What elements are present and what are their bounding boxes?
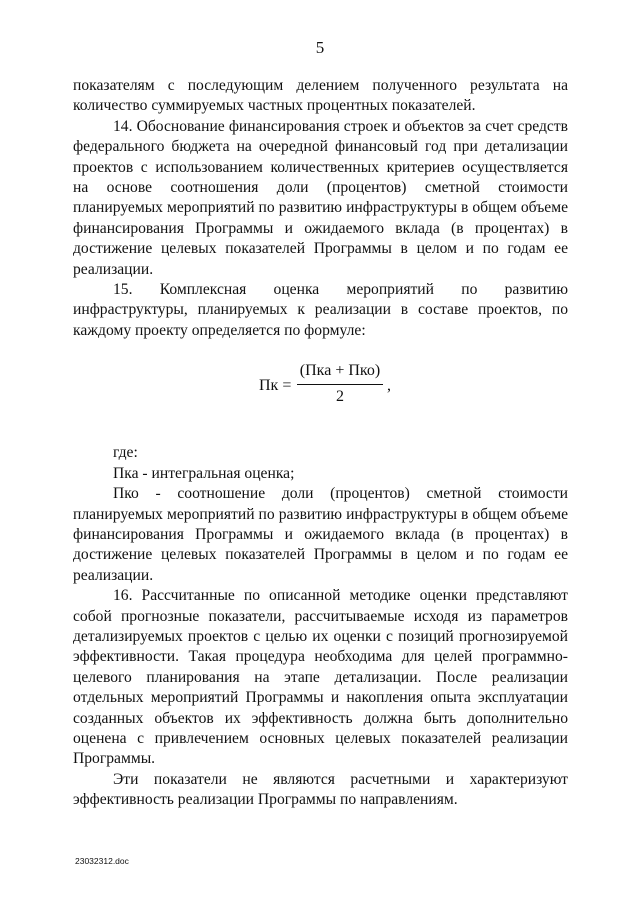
paragraph-13-continuation: показателям с последующим делением полученного результата на количество суммируемых частных процентных показателей. [73,77,568,115]
definition-pko: Пко - соотношение доли (процентов) сметной стоимости планируемых мероприятий по развитию инфраструктуры в общем объеме финансирования Программы и ожидаемого вклада (в процентах) в достижение целевых показателей Программы в целом и по годам ее реализации. [73,485,568,584]
paragraph-15: 15. Комплексная оценка мероприятий по развитию инфраструктуры, планируемых к реализации в составе проектов, по каждому проекту определяется по формуле: [73,281,568,339]
formula-lhs: Пк = [259,377,292,395]
formula-fraction [295,361,385,407]
formula-comma: , [387,377,391,395]
formula-numerator: (Пка + Пко) [299,362,381,380]
definition-pka: Пка - интегральная оценка; [113,464,295,482]
file-name-footer: 23032312.doc [75,856,129,866]
paragraph-16: 16. Рассчитанные по описанной методике оценки представляют собой прогнозные показатели, рассчитываемые исходя из параметров детализируемых проектов с целью их оценки с позиций прогнозируемой эффективности. Такая процедура необходима для целей программно-целевого планирования на этапе детализации. После реализации отдельных мероприятий Программы и накопления опыта эксплуатации созданных объектов их эффективность должна быть дополнительно оценена с привлечением основных целевых показателей реализации Программы. [73,587,568,768]
formula [73,361,568,421]
paragraph-14: 14. Обоснование финансирования строек и объектов за счет средств федерального бюджета на очередной финансовый год при детализации проектов с использованием количественных критериев осуществляется на основе соотношения доли (процентов) сметной стоимости планируемых мероприятий по развитию инфраструктуры в общем объеме финансирования Программы и ожидаемого вклада (в процентах) в достижение целевых показателей Программы в целом и по годам ее реализации. [73,117,568,278]
formula-denominator: 2 [336,387,344,405]
document-body [73,76,568,811]
paragraph-16-continuation: Эти показатели не являются расчетными и характеризуют эффективность реализации Программы по направлениям. [73,770,568,809]
where-label: где: [113,444,138,462]
page-number: 5 [315,38,325,57]
